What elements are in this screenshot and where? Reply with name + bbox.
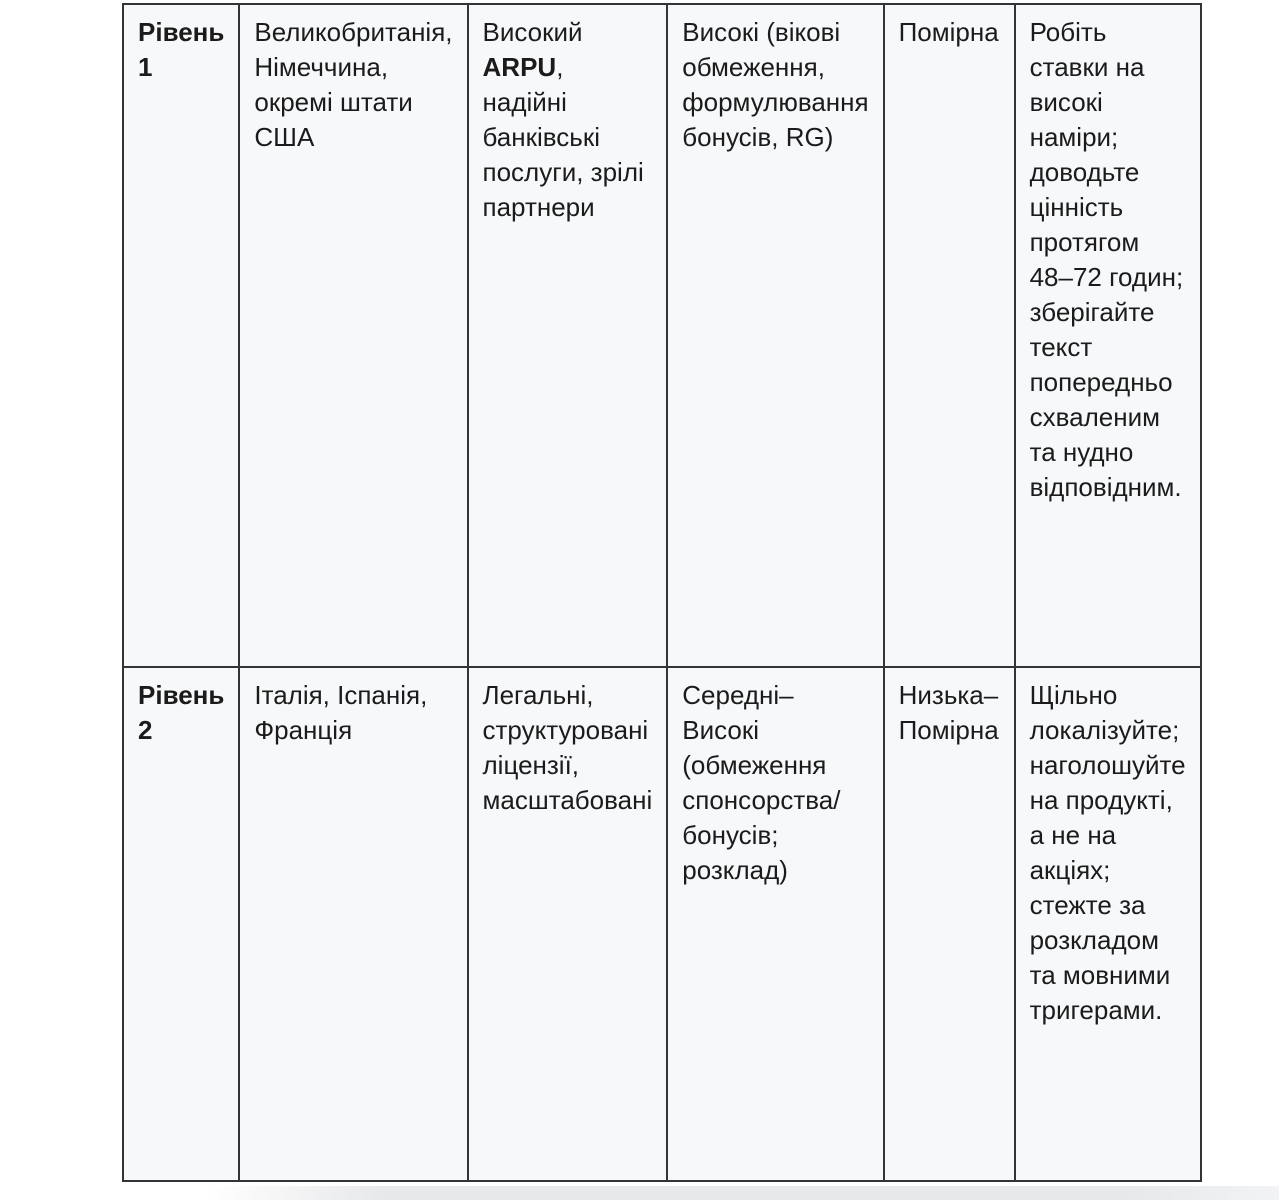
- restrictions-cell: [667, 4, 883, 667]
- guidance-cell: [1015, 4, 1201, 667]
- cell-text: Робіть ставки на високі наміри; доводьте цінність протягом 48–72 годин; зберігайте текст попередньо схваленим та нудно відповідним.: [1029, 17, 1184, 502]
- tier-label-cell: [123, 667, 239, 1181]
- cell-text: Щільно локалізуйте; наголошуйте на продукті, а не на акціях; стежте за розкладом та мовними тригерами.: [1029, 680, 1186, 1025]
- cell-text: Великобританія, Німеччина, окремі штати США: [254, 17, 453, 152]
- competition-cell: [884, 667, 1015, 1181]
- cell-text: Легальні, структуровані ліцензії, масштабовані: [482, 680, 653, 815]
- table-row-tier-1: [123, 4, 1201, 667]
- competition-cell: [884, 4, 1015, 667]
- characteristics-cell: [468, 667, 668, 1181]
- cell-text: Середні–Високі (обмеження спонсорства/бонусів; розклад): [682, 680, 841, 885]
- cell-text: Низька–Помірна: [898, 680, 999, 745]
- markets-cell: [239, 667, 467, 1181]
- cell-text: , надійні банківські послуги, зрілі партнери: [482, 52, 644, 222]
- tier-label: Рівень 1: [138, 17, 225, 82]
- restrictions-cell: [667, 667, 883, 1181]
- cell-text: Високий: [482, 17, 583, 47]
- cell-text: Високі (вікові обмеження, формулювання бонусів, RG): [682, 17, 869, 152]
- cell-text: Помірна: [898, 17, 999, 47]
- characteristics-cell: [468, 4, 668, 667]
- tier-label-cell: [123, 4, 239, 667]
- table-row-tier-2: [123, 667, 1201, 1181]
- tier-label: Рівень 2: [138, 680, 225, 745]
- page-bottom-shadow: [0, 1186, 1279, 1200]
- bold-text: ARPU: [482, 52, 557, 82]
- markets-cell: [239, 4, 467, 667]
- tier-table: [122, 3, 1202, 1182]
- guidance-cell: [1015, 667, 1201, 1181]
- cell-text: Італія, Іспанія, Франція: [254, 680, 428, 745]
